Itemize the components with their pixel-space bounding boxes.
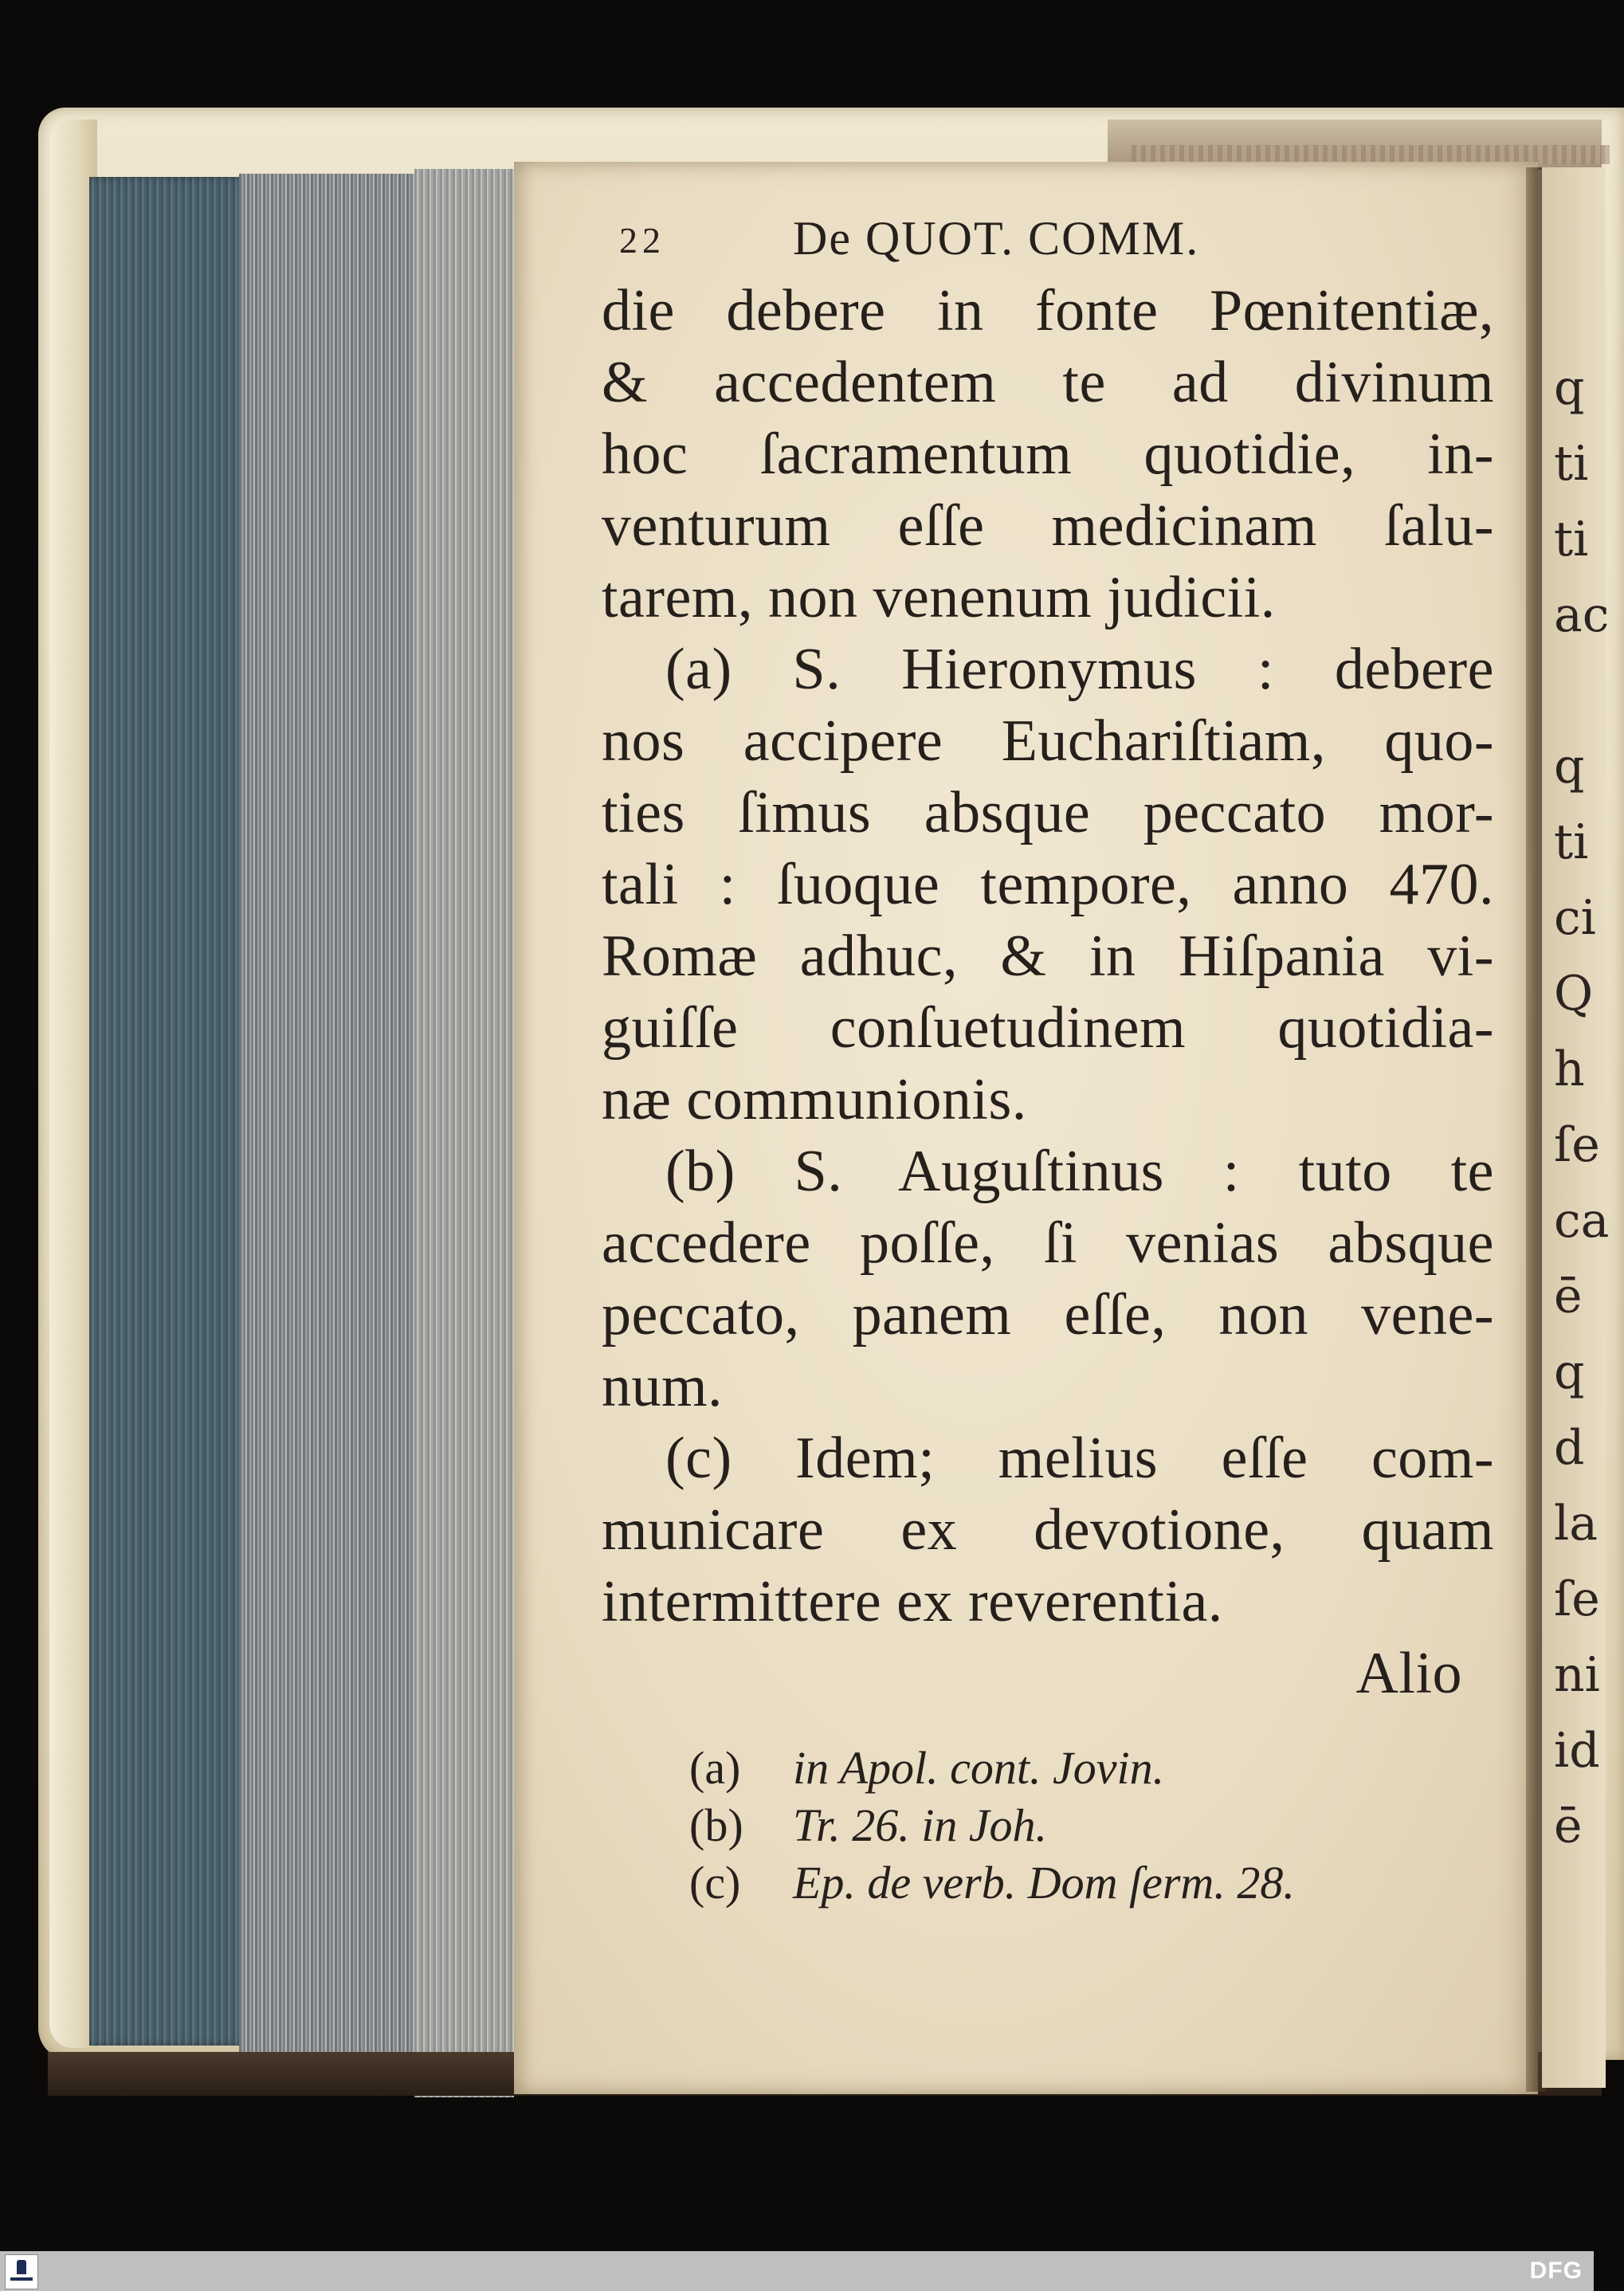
text-line: (b) S. Auguſtinus : tuto te (665, 1139, 1494, 1204)
facing-fragment: ſe (1554, 1571, 1600, 1627)
footnote-text: Ep. de verb. Dom ſerm. 28. (793, 1857, 1295, 1909)
text-line: Romæ adhuc, & in Hiſpania vi- (602, 924, 1494, 989)
running-head (602, 211, 1494, 275)
facing-fragment (1554, 657, 1602, 733)
page-edges-blue (89, 177, 257, 2046)
text-line: peccato, panem eſſe, non vene- (602, 1282, 1494, 1348)
footnote-text: Tr. 26. in Joh. (793, 1799, 1048, 1851)
facing-fragment: q (1554, 360, 1585, 416)
text-line: num. (602, 1354, 724, 1419)
page-text-block (602, 211, 1494, 1912)
text-line: accedere poſſe, ſi venias absque (602, 1210, 1494, 1276)
facing-fragment: d (1554, 1420, 1585, 1476)
footnote-label: (c) (689, 1857, 741, 1909)
text-line: ties ſimus absque peccato mor- (602, 780, 1494, 845)
facing-fragment: ni (1554, 1647, 1600, 1703)
footnote-text: in Apol. cont. Jovin. (793, 1742, 1165, 1794)
facing-fragment: ſe (1554, 1117, 1600, 1173)
facing-fragment: h (1554, 1042, 1585, 1097)
text-line: intermittere ex reverentia. (602, 1569, 1223, 1634)
text-line: hoc ſacramentum quotidie, in- (602, 422, 1494, 487)
text-line: tarem, non venenum judicii. (602, 565, 1276, 630)
facing-fragment: ca (1554, 1193, 1610, 1249)
dfg-logo: DFG (1529, 2258, 1583, 2284)
footnote (689, 1854, 1494, 1912)
catchword: Alio (1355, 1641, 1462, 1706)
text-line: die debere in fonte Pœnitentiæ, (602, 278, 1494, 343)
facing-fragment: ti (1554, 512, 1589, 567)
facing-fragment: ē (1554, 1799, 1583, 1854)
text-line: (a) S. Hieronymus : debere (665, 637, 1494, 702)
facing-fragment: q (1554, 739, 1585, 794)
library-logo-icon (5, 2254, 38, 2289)
text-line: municare ex devotione, quam (602, 1497, 1494, 1563)
page-edges-grey (239, 174, 422, 2078)
footnotes (602, 1740, 1494, 1912)
footnote (689, 1740, 1494, 1797)
viewer-footer-bar (0, 2251, 1594, 2291)
footnote-label: (b) (689, 1799, 743, 1851)
footnote (689, 1797, 1494, 1854)
facing-fragment: ti (1554, 814, 1589, 870)
page-number: 22 (619, 220, 665, 261)
running-title: De QUOT. COMM. (793, 212, 1200, 265)
text-line: (c) Idem; melius eſſe com- (665, 1426, 1494, 1491)
text-line: næ communionis. (602, 1067, 1027, 1132)
facing-page-fragments (1554, 355, 1610, 1869)
text-line: guiſſe conſuetudinem quotidia- (602, 995, 1494, 1061)
facing-fragment: ac (1554, 587, 1610, 643)
text-line: tali : ſuoque tempore, anno 470. (602, 852, 1494, 917)
facing-fragment: Q (1554, 966, 1594, 1022)
text-line: nos accipere Euchariſtiam, quo- (602, 708, 1494, 774)
text-line: venturum eſſe medicinam ſalu- (602, 493, 1494, 559)
page-edges-light (414, 169, 514, 2097)
text-line: & accedentem te ad divinum (602, 350, 1494, 415)
facing-fragment: id (1554, 1723, 1600, 1779)
facing-fragment: ti (1554, 436, 1589, 492)
facing-fragment: ē (1554, 1269, 1583, 1324)
footnote-label: (a) (689, 1742, 741, 1794)
body-text (602, 275, 1494, 1709)
facing-fragment: ci (1554, 890, 1596, 946)
facing-fragment: q (1554, 1344, 1585, 1400)
facing-fragment: la (1554, 1496, 1598, 1552)
